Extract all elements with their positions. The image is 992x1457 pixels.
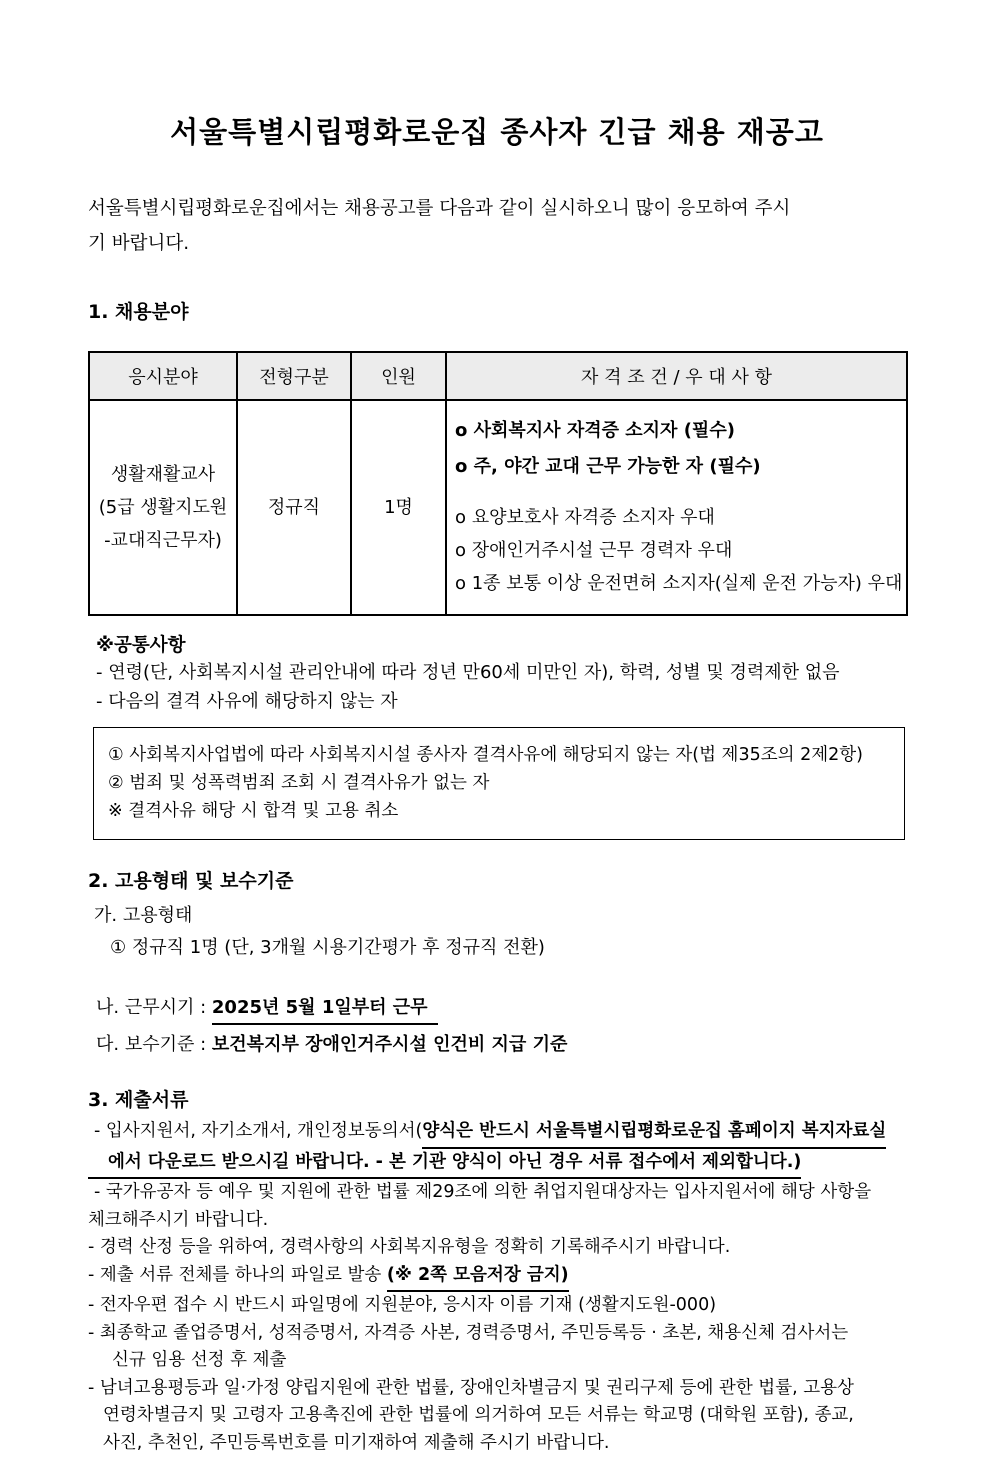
table-row (89, 400, 907, 615)
submit-item7-line3: 사진, 추천인, 주민등록번호를 미기재하여 제출해 주시기 바랍니다. (88, 1430, 906, 1457)
qual-required-2: o 주, 야간 교대 근무 가능한 자 (필수) (455, 449, 898, 485)
section2-body (88, 902, 906, 1059)
submit-item2-line1: - 국가유공자 등 예우 및 지원에 관한 법률 제29조에 의한 취업지원대상자는 입사지원서에 해당 사항을 (88, 1179, 906, 1207)
submit-item6-line2: 신규 임용 선정 후 제출 (88, 1347, 906, 1375)
employment-type-label: 가. 고용형태 (94, 902, 906, 930)
pay-standard-label: 다. 보수기준 : (96, 1034, 206, 1055)
header-qualifications: 자 격 조 건 / 우 대 사 항 (446, 352, 907, 400)
common-requirements (96, 634, 906, 716)
section3-body (88, 1118, 906, 1457)
submit-item4 (88, 1262, 906, 1293)
qualifications-required (455, 413, 898, 485)
intro-line-1: 서울특별시립평화로운집에서는 채용공고를 다음과 같이 실시하오니 많이 응모하여 주시 (88, 198, 790, 219)
submit-item7-line2: 연령차별금지 및 고령자 고용촉진에 관한 법률에 의거하여 모든 서류는 학교명 (대학원 포함), 종교, (88, 1402, 906, 1430)
qual-preferred-2: o 장애인거주시설 근무 경력자 우대 (455, 534, 898, 567)
submit-item4-emphasis: (※ 2쪽 모음저장 금지) (387, 1262, 569, 1293)
recruit-table (88, 351, 908, 616)
position-line-1: 생활재활교사 (111, 464, 215, 485)
work-start-line (96, 994, 906, 1025)
submit-item6-line1: - 최종학교 졸업증명서, 성적증명서, 자격증 사본, 경력증명서, 주민등록등 · 초본, 채용신체 검사서는 (88, 1320, 906, 1348)
section1-heading: 1. 채용분야 (88, 297, 906, 324)
pay-standard-value: 보건복지부 장애인거주시설 인건비 지급 기준 (212, 1034, 567, 1055)
intro-paragraph (88, 191, 906, 261)
page-title: 서울특별시립평화로운집 종사자 긴급 채용 재공고 (88, 110, 906, 151)
work-start-label: 나. 근무시기 : (96, 997, 206, 1018)
header-position: 응시분야 (89, 352, 237, 400)
submit-item1-prefix: - 입사지원서, 자기소개서, 개인정보동의서( (94, 1121, 422, 1141)
common-item-1: - 연령(단, 사회복지시설 관리안내에 따라 정년 만60세 미만인 자), 학력, 성별 및 경력제한 없음 (96, 658, 906, 687)
employment-type-detail: ① 정규직 1명 (단, 3개월 시용기간평가 후 정규직 전환) (110, 934, 906, 962)
submit-item3: - 경력 산정 등을 위하여, 경력사항의 사회복지유형을 정확히 기록해주시기 바랍니다. (88, 1234, 906, 1262)
common-item-2: - 다음의 결격 사유에 해당하지 않는 자 (96, 687, 906, 716)
pay-standard-line (96, 1031, 906, 1059)
cell-headcount: 1명 (351, 400, 446, 615)
qualifications-preferred (455, 501, 898, 600)
header-employment-type: 전형구분 (237, 352, 351, 400)
qual-preferred-3: o 1종 보통 이상 운전면허 소지자(실제 운전 가능자) 우대 (455, 567, 898, 600)
submit-item1-underline2: 에서 다운로드 받으시길 바랍니다. - 본 기관 양식이 아닌 경우 서류 접수에서 제외합니다.) (88, 1149, 801, 1180)
recruit-table-header (89, 352, 907, 400)
submit-item2-line2: 체크해주시기 바랍니다. (88, 1207, 906, 1235)
submit-item1-line2 (88, 1149, 906, 1180)
disqualification-box (93, 727, 905, 840)
submit-item5: - 전자우편 접수 시 반드시 파일명에 지원분야, 응시자 이름 기재 (생활지도원-000) (88, 1292, 906, 1320)
submit-item1-line1 (88, 1118, 906, 1149)
qual-preferred-1: o 요양보호사 자격증 소지자 우대 (455, 501, 898, 534)
qual-required-1: o 사회복지사 자격증 소지자 (필수) (455, 413, 898, 449)
recruit-table-body (89, 400, 907, 615)
position-line-2: (5급 생활지도원 (99, 497, 228, 518)
section2-heading: 2. 고용형태 및 보수기준 (88, 866, 906, 893)
header-headcount: 인원 (351, 352, 446, 400)
submit-item1-underline1: 양식은 반드시 서울특별시립평화로운집 홈페이지 복지자료실 (422, 1118, 886, 1149)
disqualification-line-2: ② 범죄 및 성폭력범죄 조회 시 결격사유가 없는 자 (108, 769, 890, 797)
intro-line-2: 기 바랍니다. (88, 233, 189, 254)
work-start-value: 2025년 5월 1일부터 근무 (212, 994, 438, 1025)
cell-position (89, 400, 237, 615)
cell-employment-type: 정규직 (237, 400, 351, 615)
position-line-3: -교대직근무자) (104, 530, 222, 551)
submit-item4-prefix: - 제출 서류 전체를 하나의 파일로 발송 (88, 1265, 381, 1285)
disqualification-line-3: ※ 결격사유 해당 시 합격 및 고용 취소 (108, 797, 890, 825)
common-requirements-heading: ※공통사항 (96, 634, 906, 658)
cell-qualifications (446, 400, 907, 615)
table-header-row (89, 352, 907, 400)
section3-heading: 3. 제출서류 (88, 1085, 906, 1112)
disqualification-line-1: ① 사회복지사업법에 따라 사회복지시설 종사자 결격사유에 해당되지 않는 자(법 제35조의 2제2항) (108, 741, 890, 769)
submit-item7-line1: - 남녀고용평등과 일·가정 양립지원에 관한 법률, 장애인차별금지 및 권리구제 등에 관한 법률, 고용상 (88, 1375, 906, 1403)
